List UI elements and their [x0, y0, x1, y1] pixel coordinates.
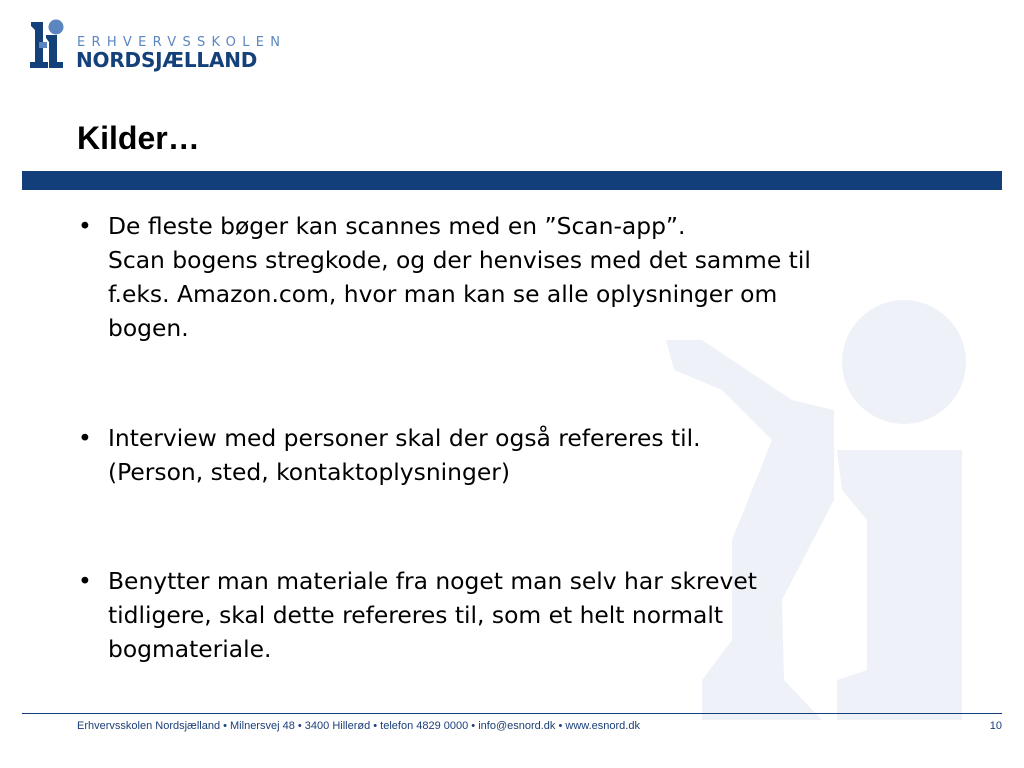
bullet-line: f.eks. Amazon.com, hvor man kan se alle oplysninger om — [108, 280, 778, 308]
footer-divider — [22, 713, 1002, 714]
bullet-line: (Person, sted, kontaktoplysninger) — [108, 458, 510, 486]
bullet-text — [108, 564, 988, 666]
bullet-line: bogmateriale. — [108, 635, 272, 663]
slide-title: Kilder… — [77, 120, 200, 156]
school-logo — [28, 18, 288, 72]
footer-contact-info: Erhvervsskolen Nordsjælland • Milnersvej 48 • 3400 Hillerød • telefon 4829 0000 • info@esnord.dk • www.esnord.dk — [77, 720, 640, 732]
bullet-text — [108, 421, 988, 489]
logo-bottom-text: NORDSJÆLLAND — [76, 48, 258, 72]
bullet-line: bogen. — [108, 314, 189, 342]
bullet-marker: • — [78, 212, 92, 240]
bullet-marker: • — [78, 424, 92, 452]
school-logo-icon — [28, 18, 66, 70]
bullet-line: Benytter man materiale fra noget man selv har skrevet — [108, 567, 757, 595]
bullet-line: Interview med personer skal der også refereres til. — [108, 424, 701, 452]
bullet-line: De fleste bøger kan scannes med en ”Scan-app”. — [108, 212, 686, 240]
bullet-text — [108, 209, 988, 345]
title-divider-bar — [22, 171, 1002, 190]
logo-top-text: ERHVERVSSKOLEN — [77, 35, 287, 50]
bullet-line: tidligere, skal dette refereres til, som et helt normalt — [108, 601, 724, 629]
page-number: 10 — [989, 720, 1002, 732]
bullet-marker: • — [78, 567, 92, 595]
bullet-line: Scan bogens stregkode, og der henvises med det samme til — [108, 246, 811, 274]
